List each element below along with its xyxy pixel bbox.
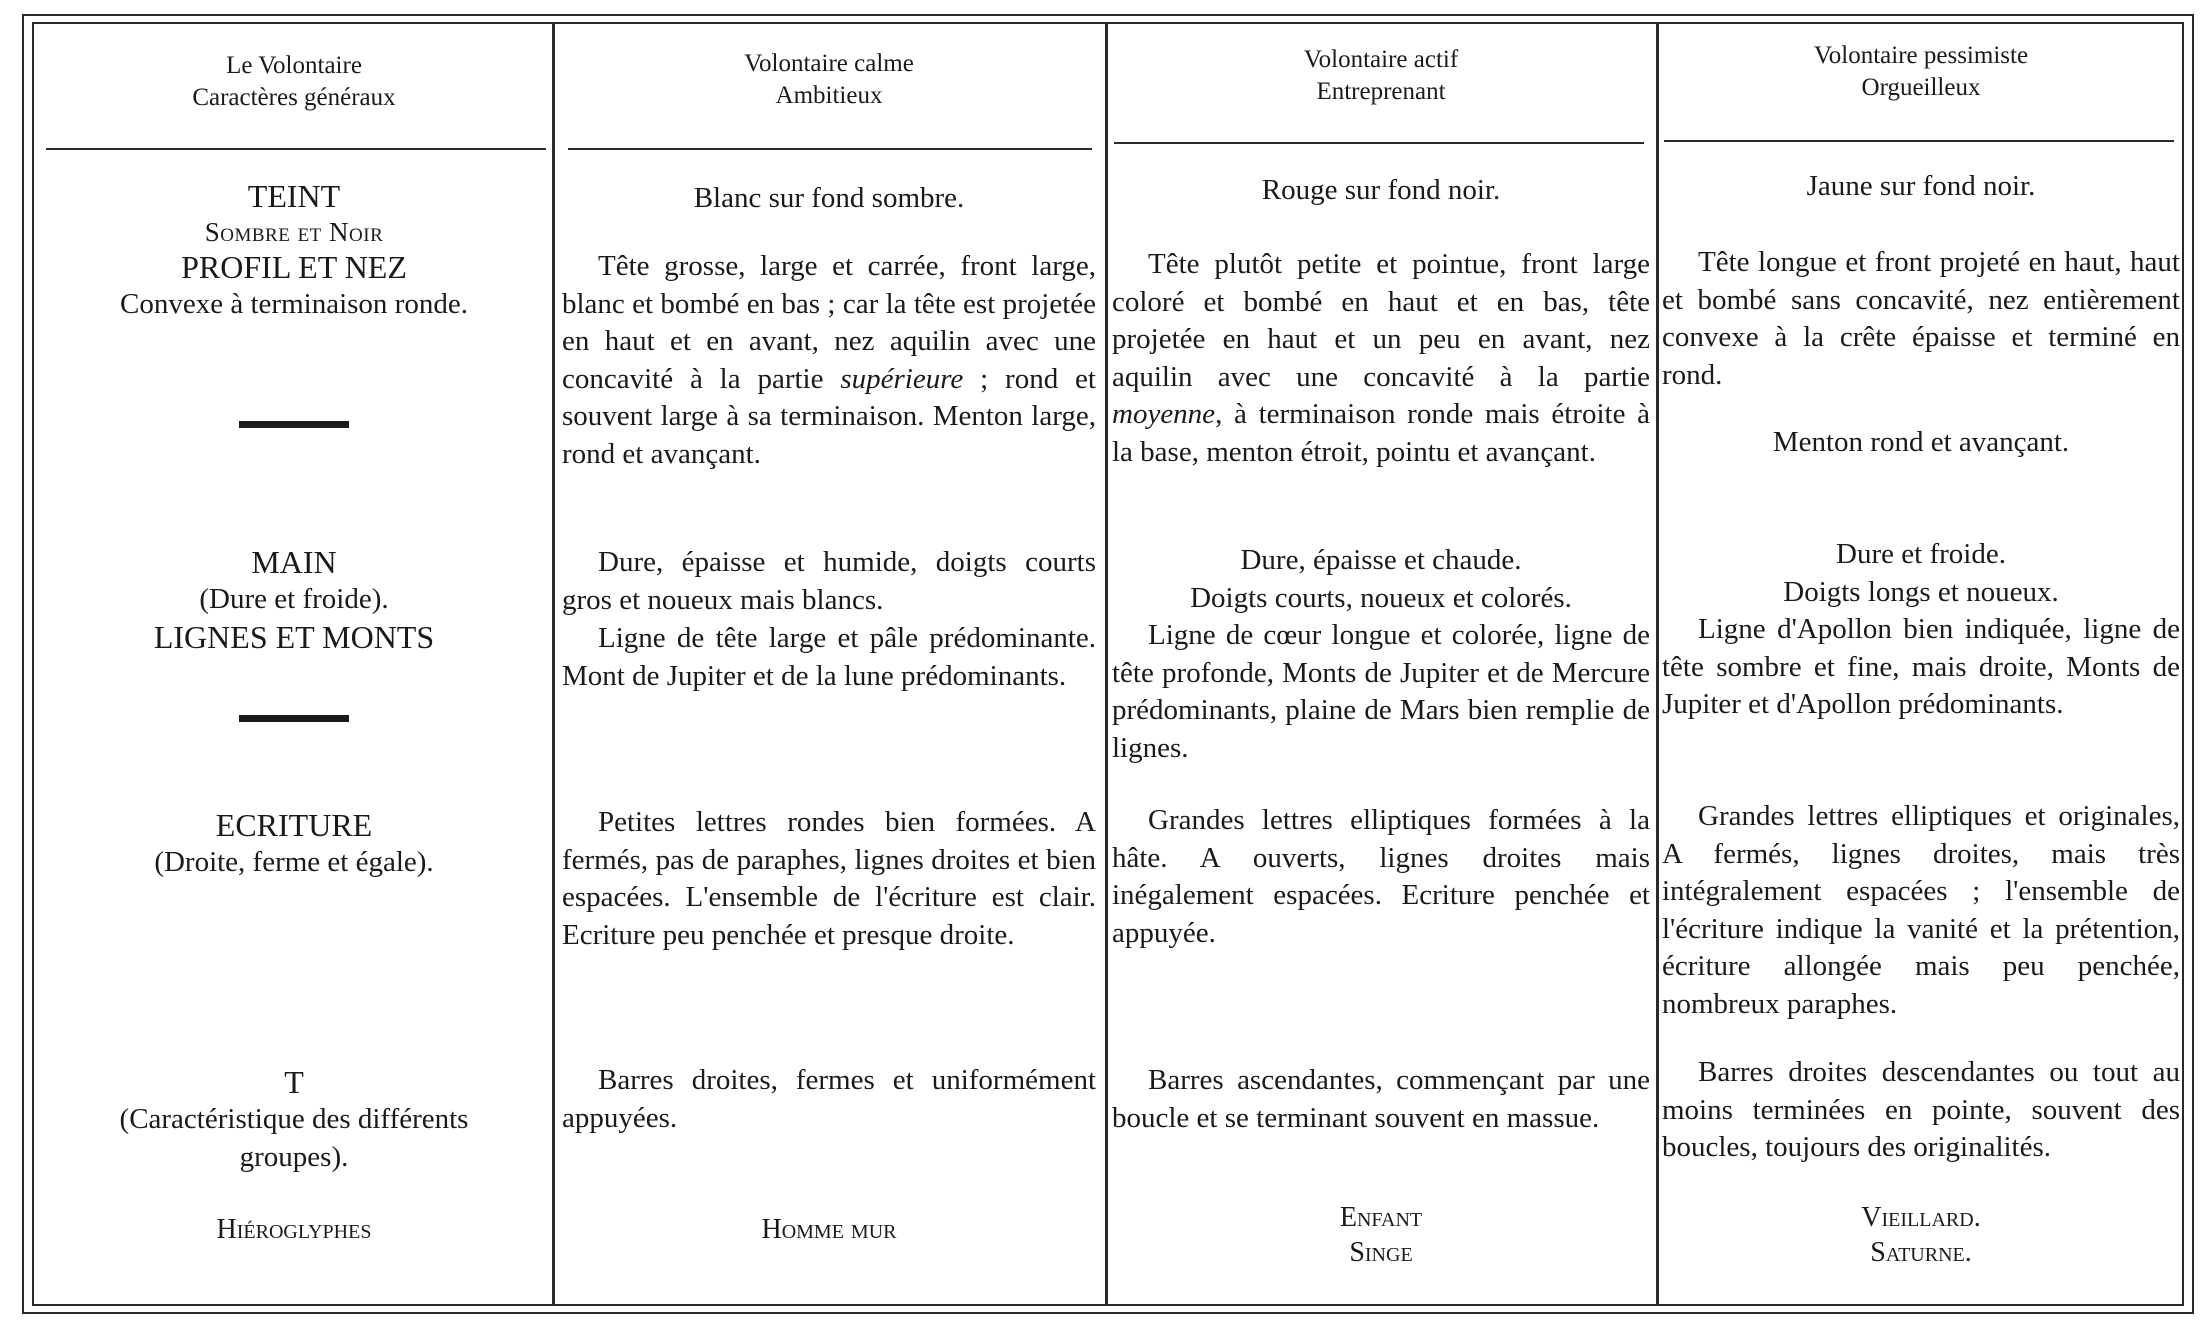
profil-text: Tête plutôt petite et pointue, front large coloré et bombé en haut et en bas, tête projetée en haut et un peu en avant, nez aquilin avec une concavité à la partie [1112, 248, 1650, 393]
main-line: Dure, épaisse et chaude. [1240, 544, 1522, 576]
profil-text: Convexe à terminaison ronde. [120, 288, 468, 320]
teint-cell: Blanc sur fond sombre. [693, 182, 965, 214]
header-line: Ambitieux [775, 82, 883, 109]
lignes-cell: Ligne de tête large et pâle prédominante. Mont de Jupiter et de la lune prédominants. [562, 622, 1096, 692]
teint-subtitle: Sombre et Noir [204, 217, 384, 247]
teint-cell: Jaune sur fond noir. [1806, 170, 2036, 202]
header-line: Volontaire calme [744, 50, 914, 77]
ecriture-title: ECRITURE [215, 807, 373, 843]
header-line: Entreprenant [1316, 78, 1446, 105]
ecriture-text: (Droite, ferme et égale). [154, 846, 434, 878]
general-t [40, 1064, 548, 1176]
column-pessimiste [1662, 22, 2180, 1306]
t-cell: Barres droites descendantes ou tout au moins terminées en pointe, souvent des boucles, toujours des originalités. [1662, 1056, 2180, 1163]
column-header [1662, 22, 2180, 104]
main-line: Doigts courts, noueux et colorés. [1190, 581, 1572, 614]
profil-text: ; rond et souvent large à sa terminaison. Menton large, rond et avançant. [562, 362, 1096, 470]
column-footer [1112, 1200, 1650, 1270]
header-line: Caractères généraux [192, 84, 396, 111]
t-text: (Caractéristique des différents groupes). [119, 1103, 469, 1173]
footer-line: Saturne. [1870, 1237, 1972, 1268]
general-main-lignes [40, 544, 548, 656]
column-actif [1112, 22, 1650, 1306]
profil-text: , à terminaison ronde mais étroite à la base, menton étroit, pointu et avançant. [1112, 398, 1650, 468]
footer-line: Hiéroglyphes [216, 1214, 372, 1245]
profil-emphasis: supérieure [840, 362, 964, 395]
t-cell: Barres ascendantes, commençant par une boucle et se terminant souvent en massue. [1112, 1064, 1650, 1134]
general-ecriture [40, 807, 548, 882]
main-cell [1662, 536, 2180, 611]
profil-emphasis: moyenne [1112, 398, 1216, 430]
main-cell [1112, 542, 1650, 617]
general-teint-profil [40, 178, 548, 324]
main-line: Dure et froide. [1836, 538, 2006, 570]
column-footer [1662, 1200, 2180, 1270]
profil-cell: Tête longue et front projeté en haut, haut et bombé sans concavité, nez entièrement convexe à la crête épaisse et terminé en rond. [1662, 246, 2180, 391]
column-divider [1105, 22, 1108, 1306]
profil-title: PROFIL ET NEZ [181, 249, 407, 285]
menton-cell: Menton rond et avançant. [1772, 426, 2070, 458]
separator-rule [40, 421, 548, 428]
header-line: Volontaire actif [1303, 46, 1459, 73]
column-general [40, 22, 548, 1306]
separator-rule [40, 715, 548, 722]
column-header [40, 22, 548, 114]
header-line: Le Volontaire [226, 52, 362, 79]
t-title: T [284, 1064, 304, 1100]
column-header [1112, 22, 1650, 108]
profil-text: Tête grosse, large et carrée, front large, blanc et bombé en bas ; car la tête est projetée en haut et en avant, nez aquilin avec une concavité à la partie [562, 250, 1096, 395]
column-divider [552, 22, 555, 1306]
main-cell: Dure, épaisse et humide, doigts courts gros et noueux mais blancs. [562, 546, 1096, 616]
column-divider [1656, 22, 1659, 1306]
footer-line: Homme mur [761, 1214, 897, 1245]
column-calme [562, 22, 1096, 1306]
teint-title: TEINT [247, 178, 341, 214]
header-line: Orgueilleux [1861, 74, 1981, 101]
header-line: Volontaire pessimiste [1813, 42, 2029, 69]
footer-line: Singe [1349, 1237, 1413, 1268]
column-footer [562, 1212, 1096, 1247]
lignes-cell: Ligne de cœur longue et colorée, ligne de tête profonde, Monts de Jupiter et de Mercure prédominants, plaine de Mars bien remplie de lignes. [1112, 619, 1650, 764]
lignes-cell: Ligne d'Apollon bien indiquée, ligne de tête sombre et fine, mais droite, Monts de Jupiter et d'Apollon prédominants. [1662, 613, 2180, 720]
column-footer [40, 1212, 548, 1247]
ecriture-cell: Petites lettres rondes bien formées. A fermés, pas de paraphes, lignes droites et bien espacées. L'ensemble de l'écriture est clair. Ecriture peu penchée et presque droite. [562, 806, 1096, 951]
profil-cell [1112, 246, 1650, 471]
column-header [562, 22, 1096, 112]
ecriture-cell: Grandes lettres elliptiques et originales, A fermés, lignes droites, mais très intégralement espacées ; l'ensemble de l'écriture indique la vanité et la prétention, écriture allongée mais peu penchée, nombreux paraphes. [1662, 800, 2180, 1020]
ecriture-cell: Grandes lettres elliptiques formées à la hâte. A ouverts, lignes droites mais inégalement espacées. Ecriture penchée et appuyée. [1112, 804, 1650, 949]
profil-cell [562, 248, 1096, 473]
footer-line: Enfant [1339, 1202, 1423, 1233]
main-line: Doigts longs et noueux. [1783, 575, 2059, 608]
main-title: MAIN [251, 544, 337, 580]
t-cell: Barres droites, fermes et uniformément appuyées. [562, 1064, 1096, 1134]
footer-line: Vieillard. [1861, 1202, 1981, 1233]
main-text: (Dure et froide). [199, 583, 389, 615]
lignes-title: LIGNES ET MONTS [153, 618, 435, 655]
teint-cell: Rouge sur fond noir. [1261, 174, 1501, 206]
